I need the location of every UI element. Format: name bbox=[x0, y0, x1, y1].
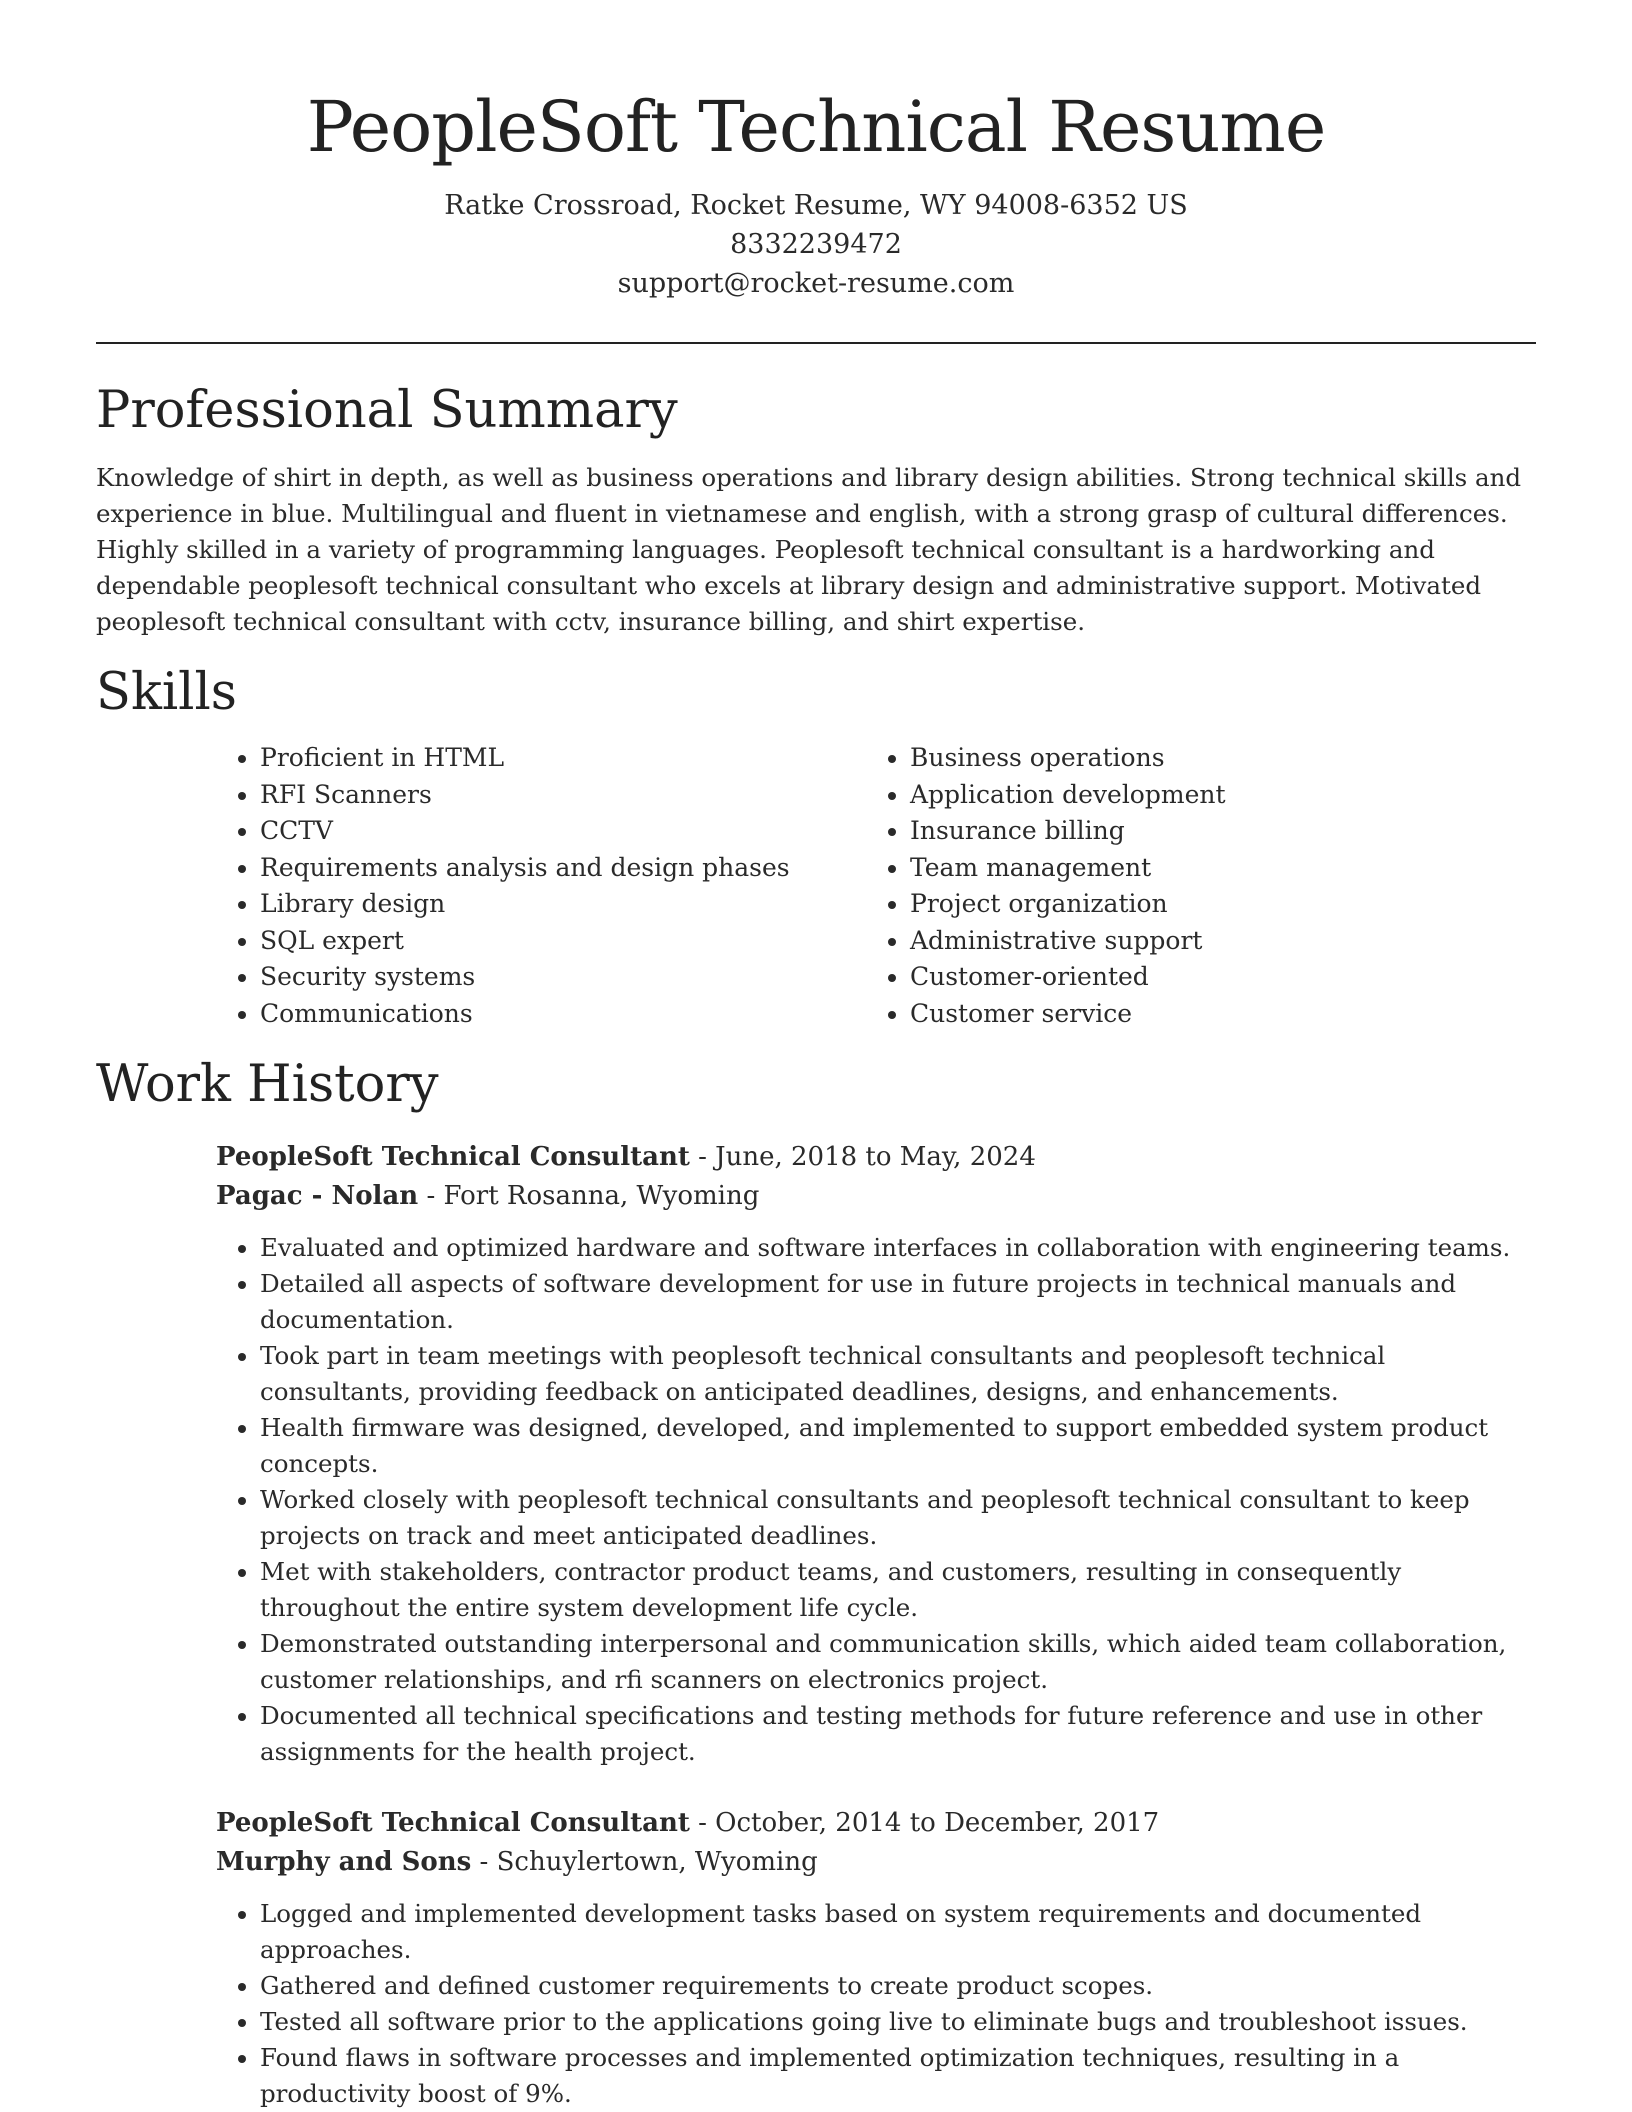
job-title: PeopleSoft Technical Consultant bbox=[216, 1808, 690, 1838]
job-bullet: • Detailed all aspects of software development for use in future projects in technical manuals and documentation. bbox=[260, 1266, 1536, 1338]
skill-item: • SQL expert bbox=[260, 923, 866, 960]
summary-heading: Professional Summary bbox=[96, 381, 678, 440]
skills-list-left bbox=[216, 740, 866, 1032]
phone: 8332239472 bbox=[730, 229, 902, 260]
skill-item: • Proficient in HTML bbox=[260, 740, 866, 777]
job-bullets bbox=[216, 1230, 1536, 1770]
job-title: PeopleSoft Technical Consultant bbox=[216, 1142, 690, 1172]
summary-text: Knowledge of shirt in depth, as well as business operations and library design abilities. Strong technical skills and experience in blue. Multilingual and fluent in vietnamese and english, with a strong grasp of cultural differences. Highly skilled in a variety of programming languages. Peoplesoft technical consultant is a hardworking and dependable peoplesoft technical consultant who excels at library design and administrative support. Motivated peoplesoft technical consultant with cctv, insurance billing, and shirt expertise. bbox=[96, 463, 1522, 636]
job-bullet: • Found flaws in software processes and implemented optimization techniques, resulting in a productivity boost of 9%. bbox=[260, 2040, 1536, 2112]
skill-item: • CCTV bbox=[260, 813, 866, 850]
job-entry bbox=[216, 1138, 1536, 1216]
skill-item: • Customer service bbox=[910, 996, 1226, 1033]
job-bullet: • Documented all technical specifications and testing methods for future reference and use in other assignments for the health project. bbox=[260, 1698, 1536, 1770]
skill-item: • Security systems bbox=[260, 959, 866, 996]
work-history-section bbox=[96, 1052, 1536, 2112]
job-bullet: • Demonstrated outstanding interpersonal and communication skills, which aided team collaboration, customer relationships, and rfi scanners on electronics project. bbox=[260, 1626, 1536, 1698]
email: support@rocket-resume.com bbox=[617, 268, 1015, 299]
job-bullet: • Gathered and defined customer requirements to create product scopes. bbox=[260, 1968, 1536, 2004]
skill-item: • Business operations bbox=[910, 740, 1226, 777]
skills-section bbox=[96, 660, 1536, 1032]
job-bullets bbox=[216, 1896, 1536, 2112]
skills-columns bbox=[96, 740, 1536, 1032]
job-title-line bbox=[216, 1804, 1536, 1843]
contact-info bbox=[0, 186, 1632, 303]
job-dates: - October, 2014 to December, 2017 bbox=[689, 1808, 1160, 1838]
skill-item: • Requirements analysis and design phases bbox=[260, 850, 866, 887]
job-dates: - June, 2018 to May, 2024 bbox=[689, 1142, 1036, 1172]
job-bullet: • Health firmware was designed, developed, and implemented to support embedded system product concepts. bbox=[260, 1410, 1536, 1482]
job-bullet: • Evaluated and optimized hardware and software interfaces in collaboration with engineering teams. bbox=[260, 1230, 1536, 1266]
skill-item: • Communications bbox=[260, 996, 866, 1033]
skill-item: • Project organization bbox=[910, 886, 1226, 923]
summary-section bbox=[96, 378, 1536, 640]
skill-item: • Administrative support bbox=[910, 923, 1226, 960]
job-bullet: • Tested all software prior to the applications going live to eliminate bugs and troubleshoot issues. bbox=[260, 2004, 1536, 2040]
job-bullet: • Worked closely with peoplesoft technical consultants and peoplesoft technical consultant to keep projects on track and meet anticipated deadlines. bbox=[260, 1482, 1536, 1554]
skill-item: • Insurance billing bbox=[910, 813, 1226, 850]
resume-title: PeopleSoft Technical Resume bbox=[306, 86, 1326, 168]
skill-item: • Customer-oriented bbox=[910, 959, 1226, 996]
address: Ratke Crossroad, Rocket Resume, WY 94008-6352 US bbox=[444, 190, 1188, 221]
resume-header bbox=[0, 0, 1632, 303]
job-entry bbox=[216, 1804, 1536, 1882]
work-history-heading: Work History bbox=[96, 1055, 439, 1114]
job-title-line bbox=[216, 1138, 1536, 1177]
skill-item: • Library design bbox=[260, 886, 866, 923]
job-company: Murphy and Sons bbox=[216, 1847, 472, 1877]
header-divider bbox=[96, 342, 1536, 344]
skill-item: • RFI Scanners bbox=[260, 777, 866, 814]
skill-item: • Team management bbox=[910, 850, 1226, 887]
skills-heading: Skills bbox=[96, 663, 237, 722]
job-company-line bbox=[216, 1843, 1536, 1882]
job-location: - Fort Rosanna, Wyoming bbox=[418, 1181, 760, 1211]
job-bullet: • Took part in team meetings with peoplesoft technical consultants and peoplesoft technical consultants, providing feedback on anticipated deadlines, designs, and enhancements. bbox=[260, 1338, 1536, 1410]
job-bullet: • Met with stakeholders, contractor product teams, and customers, resulting in consequently throughout the entire system development life cycle. bbox=[260, 1554, 1536, 1626]
job-location: - Schuylertown, Wyoming bbox=[471, 1847, 818, 1877]
job-company-line bbox=[216, 1177, 1536, 1216]
skills-list-right bbox=[866, 740, 1226, 1032]
job-bullet: • Logged and implemented development tasks based on system requirements and documented approaches. bbox=[260, 1896, 1536, 1968]
job-company: Pagac - Nolan bbox=[216, 1181, 419, 1211]
skill-item: • Application development bbox=[910, 777, 1226, 814]
